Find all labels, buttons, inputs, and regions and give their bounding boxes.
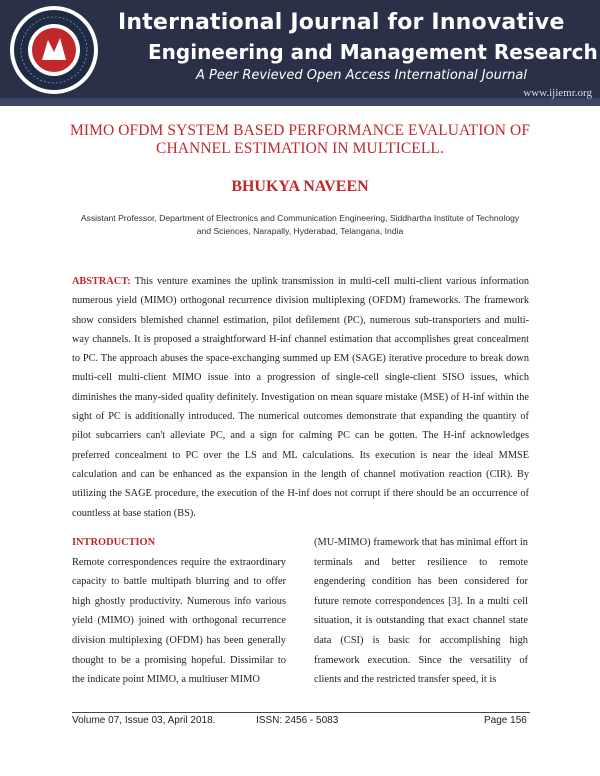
journal-url[interactable]: www.ijiemr.org — [523, 87, 592, 99]
footer-volume: Volume 07, Issue 03, April 2018. — [72, 715, 216, 726]
abstract-text: This venture examines the uplink transmission in multi-cell multi-client various information numerous yield (MIMO) orthogonal recurrence division multiplexing (OFDM) frameworks. The framework show considers blemished channel estimation, pilot defilement (PC), numerous sub-transporters and multi-way channels. It is proposed a straightforward H-inf channel estimation that accomplishes great concealment to PC. The approach abuses the space-exchanging summed up EM (SAGE) iterative procedure to break down multi-cell multi-client MIMO issue into a progression of single-cell single-client SISO issues, which diminishes the many-sided quality definitely. Investigation on mean square mistake (MSE) of H-inf within the sight of PC is additionally introduced. The numerical outcomes demonstrate that expanding the quantity of pilot subcarriers can't alleviate PC, and a sign for calming PC can be gotten. The H-inf acknowledges preferred concealment to PC over the LS and ML calculations. Its execution is near the ideal MMSE calculation and can be enhanced as the expansion in the length of channel motivation reaction (CIR). By utilizing the SAGE procedure, the execution of the H-inf does not corrupt if there should be an occurrence of countless at base station (BS). — [72, 276, 529, 519]
journal-banner — [0, 0, 600, 106]
journal-tagline: A Peer Revieved Open Access International Journal — [196, 68, 527, 83]
footer-page: Page 156 — [484, 715, 527, 726]
intro-heading: INTRODUCTION — [72, 537, 156, 548]
intro-left-text: Remote correspondences require the extraordinary capacity to battle multipath blurring and to offer high ghostly productivity. Numerous info various yield (MIMO) joined with orthogonal recurrence division multiplexing (OFDM) has been generally thought to be a promising hopeful. Dissimilar to the indicate point MIMO, a multiuser MIMO — [72, 556, 286, 686]
journal-name-line1: International Journal for Innovative — [118, 10, 565, 35]
banner-stripe — [0, 98, 600, 106]
author-name: BHUKYA NAVEEN — [231, 178, 369, 195]
abstract-label: ABSTRACT: — [72, 276, 131, 287]
intro-left-column — [72, 533, 286, 690]
footer-issn: ISSN: 2456 - 5083 — [256, 715, 339, 726]
intro-right-column — [314, 533, 528, 690]
abstract — [72, 272, 529, 523]
journal-logo — [8, 4, 100, 96]
author-affiliation: Assistant Professor, Department of Electronics and Communication Engineering, Siddhartha Institute of Technology and Sciences, Narapally, Hyderabad, Telangana, India — [80, 213, 520, 236]
paper-title: MIMO OFDM SYSTEM BASED PERFORMANCE EVALUATION OF CHANNEL ESTIMATION IN MULTICELL. — [69, 122, 531, 157]
footer-rule — [72, 712, 530, 713]
journal-name-line2: Engineering and Management Research — [148, 40, 598, 64]
intro-right-text: (MU-MIMO) framework that has minimal effort in terminals and better resilience to remote engendering condition has been considered for future remote correspondences [3]. In a multi cell situation, it is outstanding that exact channel state data (CSI) is basic for accomplishing high framework execution. Since the versatility of clients and the restricted transfer speed, it is — [314, 537, 528, 686]
